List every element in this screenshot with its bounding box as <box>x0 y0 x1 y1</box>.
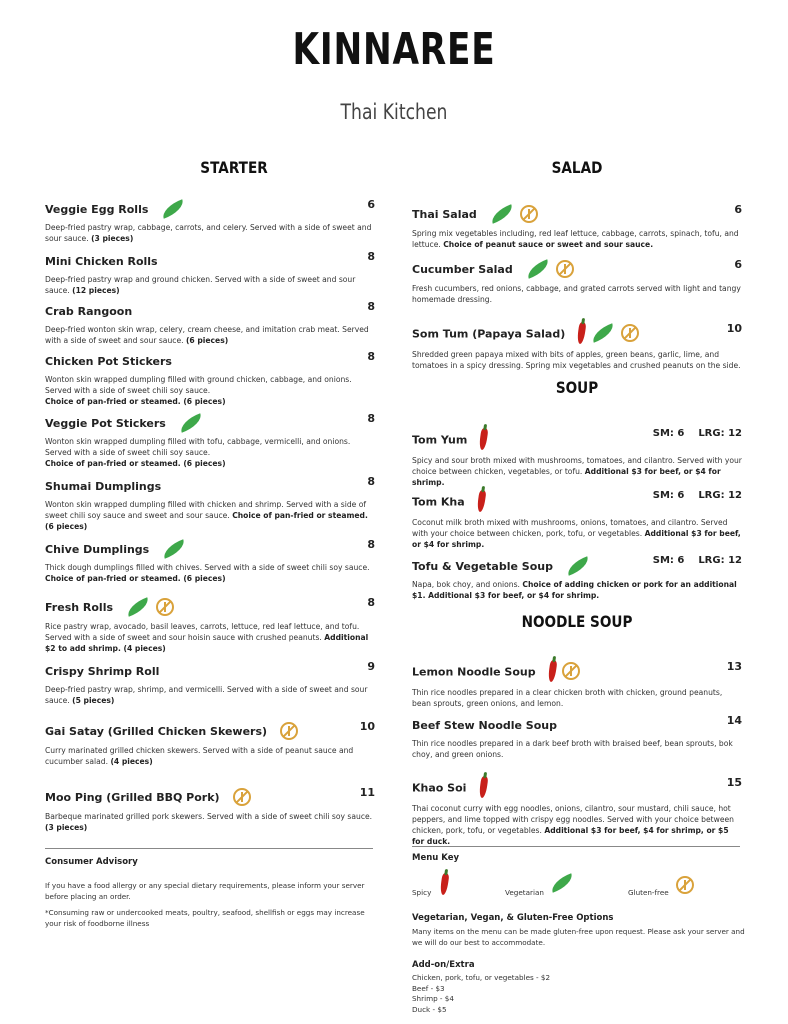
consumer-advisory <box>45 857 375 929</box>
price-small: SM: 6 <box>652 490 685 501</box>
gluten-free-icon <box>280 722 298 740</box>
vegetarian-leaf-icon <box>160 199 187 218</box>
spicy-pepper-icon <box>479 428 489 451</box>
item-description: Deep-fried pastry wrap, shrimp, and vermicelli. Served with a side of sweet and sour sauce. <box>45 685 368 705</box>
item-note: (4 pieces) <box>110 756 153 766</box>
key-gluten-free-label: Gluten-free <box>628 888 669 897</box>
item-description: Spicy and sour broth mixed with mushrooms, tomatoes, and cilantro. Served with your choice between chicken, vegetables, or tofu. <box>412 456 742 476</box>
section-title-starter: STARTER <box>200 158 268 177</box>
section-title-soup: SOUP <box>555 378 599 397</box>
section-title-salad: SALAD <box>551 158 603 177</box>
vegetarian-leaf-icon <box>524 259 551 278</box>
spicy-pepper-icon <box>577 322 587 345</box>
item-price: 11 <box>359 786 375 799</box>
item-description: Spring mix vegetables including, red leaf lettuce, cabbage, carrots, spinach, tofu, and lettuce. <box>412 228 739 249</box>
gluten-free-icon <box>520 205 538 223</box>
restaurant-name: KINNAREE <box>292 24 496 75</box>
item-note: Choice of pan-fried or steamed. (6 pieces) <box>45 511 368 531</box>
item-description: Coconut milk broth mixed with mushrooms, onions, tomatoes, and cilantro. Served with your choice between chicken, pork, tofu, or vegetables. <box>412 518 728 538</box>
menu-item <box>45 660 375 706</box>
item-name: Crispy Shrimp Roll <box>45 665 160 678</box>
item-price: 6 <box>367 198 375 211</box>
item-price: 14 <box>726 714 742 727</box>
vegetarian-leaf-icon <box>161 539 188 558</box>
item-description: Thin rice noodles prepared in a dark beef broth with braised beef, bean sprouts, bok choy, and green onions. <box>412 739 733 759</box>
gluten-free-icon <box>156 598 174 616</box>
advisory-title: Consumer Advisory <box>45 857 138 867</box>
item-note: (3 pieces) <box>45 822 88 832</box>
item-price: 8 <box>367 596 375 609</box>
menu-key <box>412 853 747 1015</box>
item-note: Choice of adding chicken or pork for an additional $1. Additional $3 for beef, or $4 for shrimp. <box>412 580 737 600</box>
vegetarian-leaf-icon <box>590 323 617 342</box>
menu-item <box>412 555 742 601</box>
item-name: Lemon Noodle Soup <box>412 665 536 679</box>
item-name: Fresh Rolls <box>45 601 114 614</box>
item-name: Tofu & Vegetable Soup <box>412 560 553 573</box>
item-name: Cucumber Salad <box>412 263 513 276</box>
item-price: 8 <box>367 412 375 425</box>
divider <box>45 848 373 849</box>
item-description: Thick dough dumplings filled with chives. Served with a side of sweet chili soy sauce. <box>45 563 370 572</box>
menu-item <box>412 322 742 371</box>
item-note: Choice of pan-fried or steamed. (6 pieces) <box>45 574 226 583</box>
gluten-free-icon <box>562 662 580 680</box>
item-description: Curry marinated grilled chicken skewers. Served with a side of peanut sauce and cucumber salad. <box>45 745 354 766</box>
item-name: Veggie Egg Rolls <box>45 203 149 216</box>
menu-item <box>45 350 375 407</box>
item-price: 8 <box>367 475 375 488</box>
item-description: Deep-fried wonton skin wrap, celery, cream cheese, and imitation crab meat. Served with a side of sweet and sour sauce. <box>45 325 369 345</box>
item-name: Tom Kha <box>412 495 465 509</box>
menu-item <box>412 428 742 488</box>
item-note: Additional $2 to add shrimp. (4 pieces) <box>45 632 369 653</box>
item-description: Wonton skin wrapped dumpling filled with chicken and shrimp. Served with a side of sweet chili soy sauce and sweet and sour sauce. <box>45 500 367 520</box>
item-name: Thai Salad <box>412 208 477 221</box>
gluten-free-icon <box>621 324 639 342</box>
item-price: 6 <box>734 203 742 216</box>
item-price: 8 <box>367 350 375 363</box>
menu-item <box>45 596 375 654</box>
gluten-free-icon <box>233 788 251 806</box>
menu-item <box>412 490 742 550</box>
menu-item <box>412 714 742 760</box>
item-price: 15 <box>726 776 742 789</box>
item-name: Chive Dumplings <box>45 543 150 556</box>
vegetarian-leaf-icon <box>549 873 576 892</box>
item-note: (3 pieces) <box>91 234 134 243</box>
item-price: 9 <box>367 660 375 673</box>
price-small: SM: 6 <box>652 555 685 566</box>
item-name: Gai Satay (Grilled Chicken Skewers) <box>45 725 268 738</box>
item-name: Crab Rangoon <box>45 305 133 318</box>
spicy-pepper-icon <box>547 660 557 683</box>
advisory-allergy: If you have a food allergy or any special dietary requirements, please inform your server before placing an order. <box>45 881 365 901</box>
menu-item <box>412 258 742 305</box>
menu-item <box>45 300 375 346</box>
item-note: Choice of peanut sauce or sweet and sour sauce. <box>443 239 654 249</box>
item-name: Tom Yum <box>412 433 468 447</box>
item-note: Choice of pan-fried or steamed. (6 pieces) <box>45 397 226 406</box>
item-name: Mini Chicken Rolls <box>45 255 158 268</box>
item-name: Som Tum (Papaya Salad) <box>412 327 566 341</box>
vegetarian-leaf-icon <box>565 556 592 575</box>
gluten-free-icon <box>556 260 574 278</box>
spicy-pepper-icon <box>478 776 488 799</box>
advisory-raw-warning: *Consuming raw or undercooked meats, poultry, seafood, shellfish or eggs may increase your risk of foodborne illness <box>45 908 365 928</box>
item-note: Additional $3 for beef, or $4 for shrimp. <box>412 529 741 549</box>
item-description: Napa, bok choy, and onions. <box>412 580 523 589</box>
item-description: Wonton skin wrapped dumpling filled with ground chicken, cabbage, and onions. Served with a side of sweet chili soy sauce. <box>45 375 352 395</box>
item-name: Beef Stew Noodle Soup <box>412 719 557 732</box>
item-price: 10 <box>359 720 375 733</box>
menu-key-title: Menu Key <box>412 853 460 863</box>
menu-item <box>45 538 375 584</box>
restaurant-subtitle: Thai Kitchen <box>340 100 448 124</box>
item-description: Thai coconut curry with egg noodles, onions, cilantro, sour mustard, chili sauce, hot peppers, and lime topped with crispy egg noodles. Served with your choice between chicken, pork, tofu, or vegetables. <box>412 804 734 835</box>
menu-item <box>412 660 742 709</box>
menu-item <box>412 776 742 847</box>
item-note: (6 pieces) <box>185 336 229 345</box>
item-price: 10 <box>726 322 742 335</box>
item-description: Shredded green papaya mixed with bits of apples, green beans, garlic, lime, and tomatoes in a spicy dressing. Spring mix vegetables and crushed peanuts on the side. <box>412 350 741 370</box>
key-vegetarian-label: Vegetarian <box>505 888 544 897</box>
item-description: Deep-fried pastry wrap and ground chicken. Served with a side of sweet and sour sauce. <box>45 275 356 295</box>
menu-item <box>45 198 375 244</box>
item-name: Chicken Pot Stickers <box>45 355 172 368</box>
price-large: LRG: 12 <box>698 490 742 501</box>
price-large: LRG: 12 <box>698 428 742 439</box>
item-note: Additional $3 for beef, or $4 for shrimp. <box>412 467 721 487</box>
divider <box>412 846 740 847</box>
menu-item <box>412 203 742 250</box>
item-note: (5 pieces) <box>72 696 115 705</box>
addon-item: Beef - $3 <box>412 983 445 993</box>
price-large: LRG: 12 <box>698 555 742 566</box>
item-name: Moo Ping (Grilled BBQ Pork) <box>45 791 220 804</box>
item-description: Deep-fried pastry wrap, cabbage, carrots, and celery. Served with a side of sweet and sour sauce. <box>45 223 372 243</box>
menu-item <box>45 786 375 833</box>
item-note: (12 pieces) <box>72 286 120 295</box>
vegetarian-leaf-icon <box>125 597 152 616</box>
item-name: Veggie Pot Stickers <box>45 417 166 430</box>
item-price: 8 <box>367 250 375 263</box>
item-price: 13 <box>726 660 742 673</box>
item-description: Fresh cucumbers, red onions, cabbage, and grated carrots served with light and tangy homemade dressing. <box>412 283 741 304</box>
vegetarian-leaf-icon <box>178 413 205 432</box>
item-price: 8 <box>367 300 375 313</box>
key-spicy-label: Spicy <box>412 888 432 897</box>
addon-title: Add-on/Extra <box>412 960 475 970</box>
dietary-options-title: Vegetarian, Vegan, & Gluten-Free Options <box>412 913 614 923</box>
item-price: 6 <box>734 258 742 271</box>
spicy-pepper-icon <box>440 873 450 896</box>
menu-item <box>45 475 375 532</box>
menu-item <box>45 250 375 296</box>
addon-item: Chicken, pork, tofu, or vegetables - $2 <box>412 973 551 982</box>
price-small: SM: 6 <box>652 428 685 439</box>
menu-item <box>45 720 375 767</box>
dietary-options-text: Many items on the menu can be made gluten-free upon request. Please ask your server and we will do our best to accommodate. <box>412 927 745 947</box>
menu-item <box>45 412 375 469</box>
addon-item: Duck - $5 <box>412 1004 447 1014</box>
item-name: Shumai Dumplings <box>45 480 162 493</box>
item-name: Khao Soi <box>412 781 467 795</box>
item-description: Rice pastry wrap, avocado, basil leaves, carrots, lettuce, red leaf lettuce, and tofu. Served with a side of sweet and sour hoisin sauce with crushed peanuts. <box>45 621 360 642</box>
addon-item: Shrimp - $4 <box>412 994 454 1003</box>
item-description: Wonton skin wrapped dumpling filled with tofu, cabbage, vermicelli, and onions. Served with a side of sweet chili soy sauce. <box>45 437 351 457</box>
spicy-pepper-icon <box>476 490 486 513</box>
item-description: Barbeque marinated grilled pork skewers. Served with a side of sweet chili soy sauce. <box>45 811 373 821</box>
vegetarian-leaf-icon <box>489 204 516 223</box>
section-title-noodle-soup: NOODLE SOUP <box>521 612 633 631</box>
item-description: Thin rice noodles prepared in a clear chicken broth with chicken, ground peanuts, bean sprouts, green onions, and lemon. <box>412 688 723 708</box>
item-price: 8 <box>367 538 375 551</box>
item-note: Choice of pan-fried or steamed. (6 pieces) <box>45 459 226 468</box>
item-note: Additional $3 for beef, $4 for shrimp, or $5 for duck. <box>412 826 729 846</box>
gluten-free-icon <box>676 876 694 894</box>
